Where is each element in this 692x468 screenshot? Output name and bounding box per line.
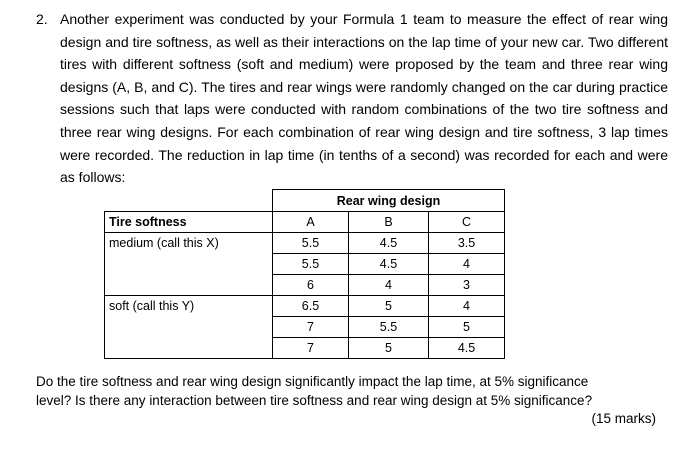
question-block	[36, 8, 668, 189]
table-cell: 6.5	[273, 296, 349, 317]
column-header-c: C	[429, 212, 505, 233]
table-cell: 7	[273, 338, 349, 359]
followup-question	[36, 373, 656, 429]
rear-wing-design-header: Rear wing design	[273, 190, 505, 212]
table-cell: 4	[429, 296, 505, 317]
table-column-header-row	[105, 212, 505, 233]
table-cell: 5.5	[273, 254, 349, 275]
table-cell: 4	[429, 254, 505, 275]
data-table-container	[104, 189, 504, 359]
question-number: 2.	[36, 11, 48, 27]
table-cell: 4.5	[349, 233, 429, 254]
table-cell: 6	[273, 275, 349, 296]
table-cell: 5	[349, 338, 429, 359]
table-cell: 3	[429, 275, 505, 296]
table-group-header-row	[105, 190, 505, 212]
table-cell: 5	[429, 317, 505, 338]
lap-time-table	[104, 189, 505, 359]
table-cell: 4.5	[349, 254, 429, 275]
table-cell: 5	[349, 296, 429, 317]
question-text: Another experiment was conducted by your Formula 1 team to measure the effect of rear wing design and tire softness, as well as their interactions on the lap time of your new car. Two different tires with different softness (soft and medium) were proposed by the team and three rear wing designs (A, B, and C). The tires and rear wings were randomly changed on the car during practice sessions such that laps were conducted with random combinations of the two tire softness and three rear wing designs. For each combination of rear wing design and tire softness, 3 lap times were recorded. The reduction in lap time (in tenths of a second) was recorded for each and were as follows:	[60, 11, 668, 186]
table-cell: 4.5	[429, 338, 505, 359]
table-cell: 5.5	[349, 317, 429, 338]
table-cell: 5.5	[273, 233, 349, 254]
column-header-b: B	[349, 212, 429, 233]
table-row	[105, 296, 505, 317]
table-cell: 4	[349, 275, 429, 296]
table-row	[105, 233, 505, 254]
followup-line-1: Do the tire softness and rear wing design significantly impact the lap time, at 5% significance	[36, 374, 589, 389]
table-cell: 7	[273, 317, 349, 338]
table-cell: 3.5	[429, 233, 505, 254]
tire-softness-header: Tire softness	[105, 212, 273, 233]
column-header-a: A	[273, 212, 349, 233]
group-label-soft: soft (call this Y)	[105, 296, 273, 359]
marks-label: (15 marks)	[591, 411, 656, 426]
group-label-medium: medium (call this X)	[105, 233, 273, 296]
followup-line-2: level? Is there any interaction between tire softness and rear wing design at 5% significance?	[36, 392, 593, 408]
